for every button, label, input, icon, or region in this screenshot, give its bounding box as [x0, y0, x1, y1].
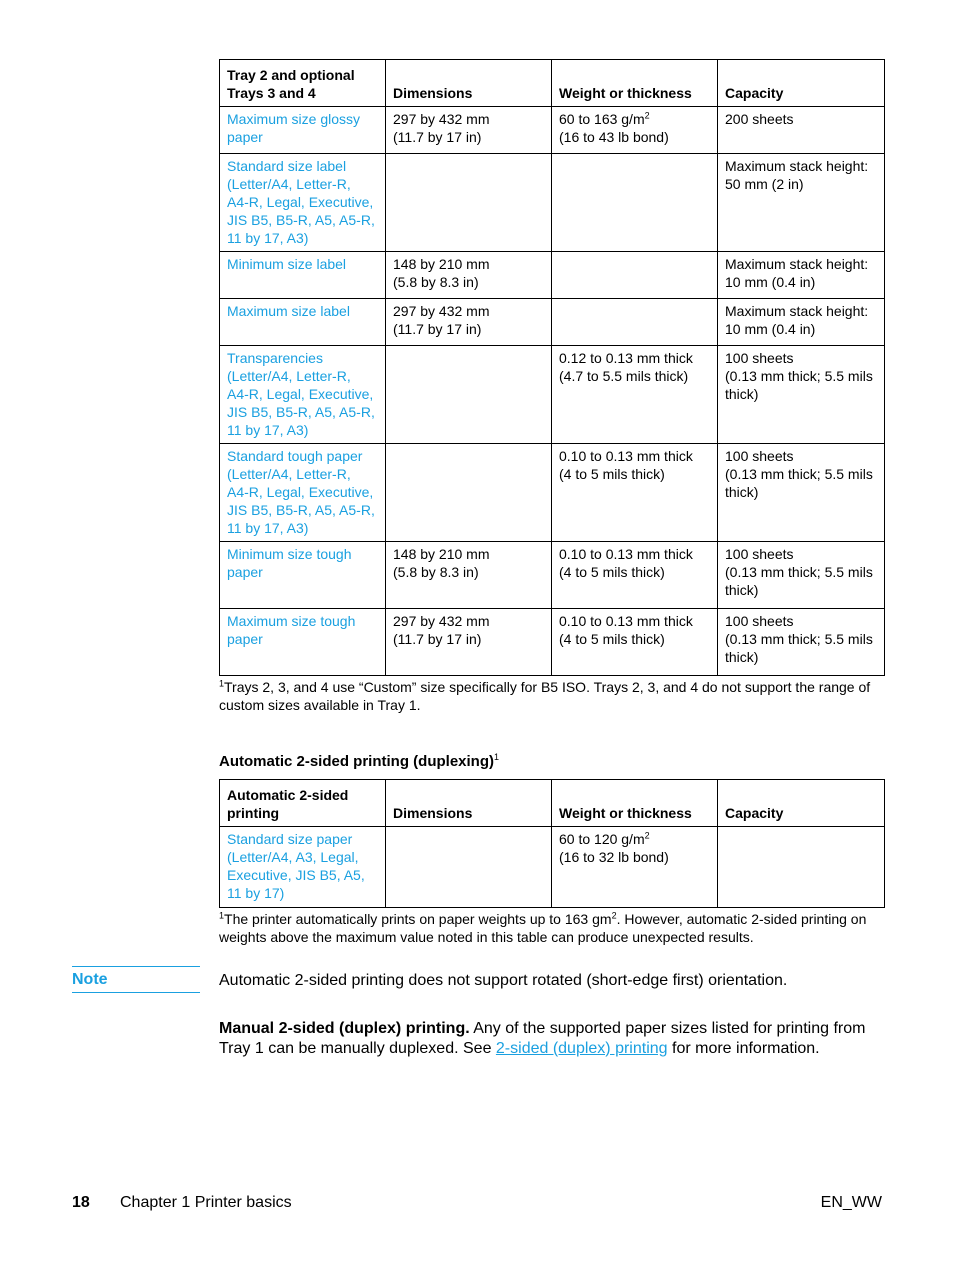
- capacity-cell: [718, 154, 885, 252]
- dimensions-cell: [386, 609, 552, 676]
- media-link-line[interactable]: Minimum size label: [227, 256, 347, 272]
- capacity-cell: [718, 609, 885, 676]
- dimensions-line: (11.7 by 17 in): [393, 321, 482, 337]
- capacity-line: (0.13 mm thick; 5.5 mils: [725, 564, 873, 580]
- media-link-line[interactable]: Executive, JIS B5, A5,: [227, 867, 365, 883]
- capacity-line: 10 mm (0.4 in): [725, 274, 816, 290]
- weight-cell: [552, 154, 718, 252]
- tray-capacity-table: [219, 59, 885, 676]
- table-header-row: [220, 780, 885, 827]
- header-line: Automatic 2-sided: [227, 787, 349, 803]
- media-link-cell[interactable]: [220, 827, 386, 908]
- duplex-section-heading: [219, 753, 499, 770]
- dimensions-line: 297 by 432 mm: [393, 111, 490, 127]
- table-row: [220, 609, 885, 676]
- tray-table-footnote: [219, 678, 884, 714]
- capacity-line: Maximum stack height:: [725, 256, 869, 272]
- media-link-cell[interactable]: [220, 444, 386, 542]
- weight-cell: [552, 107, 718, 154]
- media-link-line[interactable]: Standard tough paper: [227, 448, 363, 464]
- heading-footnote-marker: 1: [494, 752, 500, 762]
- weight-cell: [552, 252, 718, 299]
- table-row: [220, 346, 885, 444]
- paragraph-lead: Manual 2-sided (duplex) printing.: [219, 1020, 470, 1037]
- dimensions-cell: [386, 252, 552, 299]
- capacity-line: (0.13 mm thick; 5.5 mils: [725, 631, 873, 647]
- paragraph-text: for more information.: [667, 1040, 820, 1057]
- weight-cell: [552, 299, 718, 346]
- dimensions-line: (11.7 by 17 in): [393, 129, 482, 145]
- column-header-dimensions: Dimensions: [386, 780, 552, 827]
- capacity-cell: [718, 299, 885, 346]
- capacity-line: 100 sheets: [725, 613, 794, 629]
- media-link-line[interactable]: paper: [227, 129, 263, 145]
- media-link-cell[interactable]: [220, 346, 386, 444]
- capacity-line: thick): [725, 484, 759, 500]
- column-header-duplex: [220, 780, 386, 827]
- capacity-cell: [718, 107, 885, 154]
- media-link-cell[interactable]: [220, 299, 386, 346]
- weight-cell: [552, 827, 718, 908]
- capacity-line: Maximum stack height:: [725, 158, 869, 174]
- media-link-line[interactable]: Maximum size label: [227, 303, 350, 319]
- table-row: [220, 299, 885, 346]
- weight-line: 60 to 120 g/m: [559, 831, 645, 847]
- weight-line: (4.7 to 5.5 mils thick): [559, 368, 689, 384]
- capacity-line: (0.13 mm thick; 5.5 mils: [725, 368, 873, 384]
- footnote-marker: 1: [219, 678, 225, 689]
- capacity-line: 200 sheets: [725, 111, 794, 127]
- media-link-line[interactable]: JIS B5, B5-R, A5, A5-R,: [227, 404, 375, 420]
- weight-cell: [552, 542, 718, 609]
- weight-cell: [552, 609, 718, 676]
- note-label: Note: [72, 971, 108, 988]
- media-link-line[interactable]: (Letter/A4, Letter-R,: [227, 368, 351, 384]
- header-line: Tray 2 and optional: [227, 67, 355, 83]
- capacity-line: 10 mm (0.4 in): [725, 321, 816, 337]
- footnote-text: Trays 2, 3, and 4 use “Custom” size specifically for B5 ISO. Trays 2, 3, and 4 do not support the range of custom sizes available in Tray 1.: [219, 679, 871, 713]
- column-header-weight: Weight or thickness: [552, 780, 718, 827]
- note-text: Automatic 2-sided printing does not support rotated (short-edge first) orientation.: [219, 972, 788, 989]
- media-link-line[interactable]: Standard size label: [227, 158, 347, 174]
- dimensions-cell: [386, 542, 552, 609]
- capacity-cell: [718, 346, 885, 444]
- superscript: 2: [644, 110, 650, 121]
- table-header-row: [220, 60, 885, 107]
- weight-line: 60 to 163 g/m: [559, 111, 645, 127]
- note-bottom-rule: [72, 992, 200, 993]
- manual-duplex-paragraph: [219, 1019, 889, 1059]
- dimensions-cell: [386, 444, 552, 542]
- media-link-line[interactable]: JIS B5, B5-R, A5, A5-R,: [227, 212, 375, 228]
- footnote-text: The printer automatically prints on paper weights up to 163 gm: [224, 911, 612, 927]
- weight-cell: [552, 346, 718, 444]
- weight-line: 0.10 to 0.13 mm thick: [559, 448, 693, 464]
- chapter-title: Chapter 1 Printer basics: [120, 1194, 292, 1211]
- capacity-line: Maximum stack height:: [725, 303, 869, 319]
- media-link-cell[interactable]: [220, 542, 386, 609]
- dimensions-line: 148 by 210 mm: [393, 256, 490, 272]
- table-row: [220, 252, 885, 299]
- column-header-dimensions: Dimensions: [386, 60, 552, 107]
- capacity-line: (0.13 mm thick; 5.5 mils: [725, 466, 873, 482]
- dimensions-line: (5.8 by 8.3 in): [393, 274, 479, 290]
- media-link-line[interactable]: 11 by 17): [227, 885, 285, 901]
- table-row: [220, 827, 885, 908]
- weight-line: 0.10 to 0.13 mm thick: [559, 546, 693, 562]
- footnote-marker: 1: [219, 910, 225, 921]
- media-link-line[interactable]: paper: [227, 564, 263, 580]
- header-line: printing: [227, 805, 280, 821]
- column-header-weight: Weight or thickness: [552, 60, 718, 107]
- footnote-text: . However, automatic 2-sided printing on weights above the maximum value noted in this table can produce unexpected results.: [219, 911, 867, 945]
- dimensions-cell: [386, 346, 552, 444]
- weight-line: (4 to 5 mils thick): [559, 631, 665, 647]
- media-link-line[interactable]: A4-R, Legal, Executive,: [227, 386, 374, 402]
- dimensions-line: 148 by 210 mm: [393, 546, 490, 562]
- media-link-cell[interactable]: [220, 252, 386, 299]
- dimensions-cell: [386, 299, 552, 346]
- media-link-cell[interactable]: [220, 107, 386, 154]
- superscript: 2: [644, 830, 650, 841]
- media-link-line[interactable]: (Letter/A4, A3, Legal,: [227, 849, 359, 865]
- capacity-line: 100 sheets: [725, 350, 794, 366]
- media-link-cell[interactable]: [220, 609, 386, 676]
- page-number: 18: [72, 1194, 90, 1211]
- table-row: [220, 444, 885, 542]
- media-link-line[interactable]: Minimum size tough: [227, 546, 352, 562]
- media-link-line[interactable]: 11 by 17, A3): [227, 422, 309, 438]
- media-link-line[interactable]: Maximum size tough: [227, 613, 356, 629]
- note-top-rule: [72, 966, 200, 967]
- superscript: 2: [611, 910, 617, 921]
- media-link-line[interactable]: paper: [227, 631, 263, 647]
- dimensions-cell: [386, 154, 552, 252]
- header-line: Trays 3 and 4: [227, 85, 316, 101]
- capacity-cell: [718, 252, 885, 299]
- media-link-line[interactable]: JIS B5, B5-R, A5, A5-R,: [227, 502, 375, 518]
- column-header-tray: [220, 60, 386, 107]
- document-code: EN_WW: [820, 1194, 882, 1211]
- media-link-line[interactable]: (Letter/A4, Letter-R,: [227, 466, 351, 482]
- dimensions-cell: [386, 107, 552, 154]
- duplex-printing-link[interactable]: 2-sided (duplex) printing: [495, 1040, 668, 1057]
- weight-line: 0.12 to 0.13 mm thick: [559, 350, 693, 366]
- media-link-line[interactable]: 11 by 17, A3): [227, 520, 309, 536]
- capacity-line: 100 sheets: [725, 546, 794, 562]
- table-row: [220, 154, 885, 252]
- capacity-cell: [718, 444, 885, 542]
- dimensions-line: (5.8 by 8.3 in): [393, 564, 479, 580]
- media-link-line[interactable]: (Letter/A4, Letter-R,: [227, 176, 351, 192]
- capacity-line: thick): [725, 649, 759, 665]
- weight-line: (16 to 43 lb bond): [559, 129, 669, 145]
- capacity-cell: [718, 542, 885, 609]
- dimensions-cell: [386, 827, 552, 908]
- weight-line: (16 to 32 lb bond): [559, 849, 669, 865]
- paragraph-text: Any of the supported paper sizes listed for printing from Tray 1 can be manually duplexed. See: [219, 1020, 866, 1057]
- column-header-capacity: Capacity: [718, 780, 885, 827]
- capacity-cell: [718, 827, 885, 908]
- weight-line: (4 to 5 mils thick): [559, 466, 665, 482]
- media-link-line[interactable]: Maximum size glossy: [227, 111, 361, 127]
- media-link-cell[interactable]: [220, 154, 386, 252]
- dimensions-line: (11.7 by 17 in): [393, 631, 482, 647]
- heading-text: Automatic 2-sided printing (duplexing): [219, 753, 494, 770]
- capacity-line: 100 sheets: [725, 448, 794, 464]
- capacity-line: 50 mm (2 in): [725, 176, 804, 192]
- table-row: [220, 107, 885, 154]
- media-link-line[interactable]: A4-R, Legal, Executive,: [227, 194, 374, 210]
- weight-cell: [552, 444, 718, 542]
- weight-line: (4 to 5 mils thick): [559, 564, 665, 580]
- media-link-line[interactable]: 11 by 17, A3): [227, 230, 309, 246]
- duplex-table: [219, 779, 885, 908]
- dimensions-line: 297 by 432 mm: [393, 303, 490, 319]
- media-link-line[interactable]: A4-R, Legal, Executive,: [227, 484, 374, 500]
- capacity-line: thick): [725, 386, 759, 402]
- weight-line: 0.10 to 0.13 mm thick: [559, 613, 693, 629]
- media-link-line[interactable]: Standard size paper: [227, 831, 353, 847]
- dimensions-line: 297 by 432 mm: [393, 613, 490, 629]
- media-link-line[interactable]: Transparencies: [227, 350, 323, 366]
- column-header-capacity: Capacity: [718, 60, 885, 107]
- duplex-table-footnote: [219, 910, 884, 946]
- table-row: [220, 542, 885, 609]
- capacity-line: thick): [725, 582, 759, 598]
